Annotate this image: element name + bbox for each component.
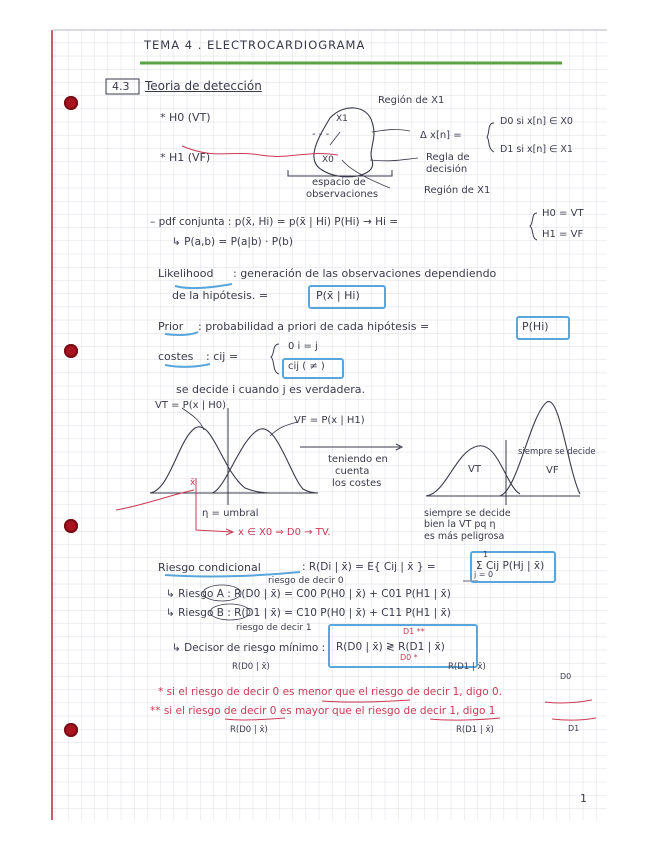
under-right: R(D1 | x̄) [448,662,486,672]
pdf-line: – pdf conjunta : p(x̄, Hi) = p(x̄ | Hi) P(Hi) → Hi = [150,216,399,228]
cost-note-1: teniendo en [328,454,388,465]
regla-label-2: decisión [426,164,468,175]
hypothesis-h1: * H1 (VF) [160,151,211,164]
espacio-label-2: observaciones [306,189,379,200]
pdf-brace-top: H0 = VT [542,208,584,219]
page-title: TEMA 4 . ELECTROCARDIOGRAMA [144,38,366,52]
prior-boxed: P(Hi) [522,320,549,333]
costes-term: costes [158,350,194,363]
sum-formula: Σ Cij P(Hj | x̄) [476,560,545,572]
footnote-d0: D0 [560,672,572,681]
vf-curve-label: VF = P(x | H1) [294,415,365,426]
binder-hole [64,723,78,737]
footnote-2: ** si el riesgo de decir 0 es mayor que el riesgo de decir 1, digo 1 [150,705,496,717]
right-vt-label: VT [468,464,481,475]
binder-hole [64,344,78,358]
right-bottom-note-1: siempre se decide [424,508,511,519]
cost-note-2: cuenta [335,466,370,477]
cost-note-3: los costes [332,478,382,489]
costes-case-1: 0 i = j [288,341,318,352]
decision-result: x ∈ X0 ⇒ D0 → TV. [238,527,331,538]
riesgo-note-b: riesgo de decir 1 [236,623,312,633]
x0-label: X0 [322,155,334,165]
footnote-under-1: R(D0 | x̄) [230,725,268,735]
under-left: R(D0 | x̄) [232,662,270,672]
vt-curve-label: VT = P(x | H0) [155,400,227,411]
prior-term: Prior [158,320,184,333]
decision-d1: D1 si x[n] ∈ X1 [500,144,573,155]
region-bottom-label: Región de X1 [424,185,491,196]
x1-label: X1 [336,114,348,124]
footnote-d1: D1 [568,724,580,733]
page-number: 1 [580,792,587,805]
footnote-1: * si el riesgo de decir 0 es menor que el riesgo de decir 1, digo 0. [158,686,502,698]
d1-marker: D1 ** [403,627,425,636]
riesgo-a-line: ↳ Riesgo A : R(D0 | x̄) = C00 P(H0 | x̄) + C01 P(H1 | x̄) [166,588,451,600]
riesgo-note-a: riesgo de decir 0 [268,576,344,586]
right-top-note: siempre se decide [518,447,596,457]
right-vf-label: VF [546,465,559,476]
decision-rule-formula: R(D0 | x̄) ≷ R(D1 | x̄) [336,641,445,653]
pdf-brace-bottom: H1 = VF [542,229,584,240]
regla-label-1: Regla de [426,152,470,163]
pdf-product: ↳ P(a,b) = P(a|b) · P(b) [172,236,293,248]
section-title: Teoria de detección [145,79,262,93]
eta-mark: x̄ [190,478,196,488]
decision-d0: D0 si x[n] ∈ X0 [500,116,573,127]
right-bottom-note-2: bien la VT pq η [424,519,496,530]
riesgo-term: Riesgo condicional [158,561,261,574]
region-top-label: Región de X1 [378,95,445,106]
binder-hole [64,519,78,533]
espacio-label-1: espacio de [312,177,366,188]
likelihood-term: Likelihood [158,267,214,280]
hypothesis-h0: * H0 (VT) [160,111,211,124]
binder-hole [64,96,78,110]
delta-label: Δ x[n] = [420,130,462,141]
costes-case-2: cij ( ≠ ) [288,361,325,372]
likelihood-text-2: de la hipótesis. = [172,289,269,302]
likelihood-boxed: P(x̄ | Hi) [316,289,360,302]
likelihood-text-1: : generación de las observaciones dependiendo [233,267,497,280]
d0-marker: D0 * [400,653,418,662]
footnote-under-2: R(D1 | x̄) [456,725,494,735]
dashes: - - - [312,129,330,140]
right-bottom-note-3: es más peligrosa [424,531,505,542]
eta-threshold-label: η = umbral [202,508,259,519]
decision-rule-text: ↳ Decisor de riesgo mínimo : [172,642,326,654]
sum-top: 1 [483,550,489,559]
prior-text: : probabilidad a priori de cada hipótesis = [198,320,430,333]
costes-decide: se decide i cuando j es verdadera. [176,383,365,396]
section-number: 4.3 [112,80,130,93]
sum-bottom: j = 0 [474,570,494,579]
riesgo-formula: : R(Di | x̄) = E{ Cij | x̄ } = [302,561,436,573]
riesgo-b-line: ↳ Riesgo B : R(D1 | x̄) = C10 P(H0 | x̄) + C11 P(H1 | x̄) [166,607,451,619]
costes-lhs: : cij = [206,350,239,363]
